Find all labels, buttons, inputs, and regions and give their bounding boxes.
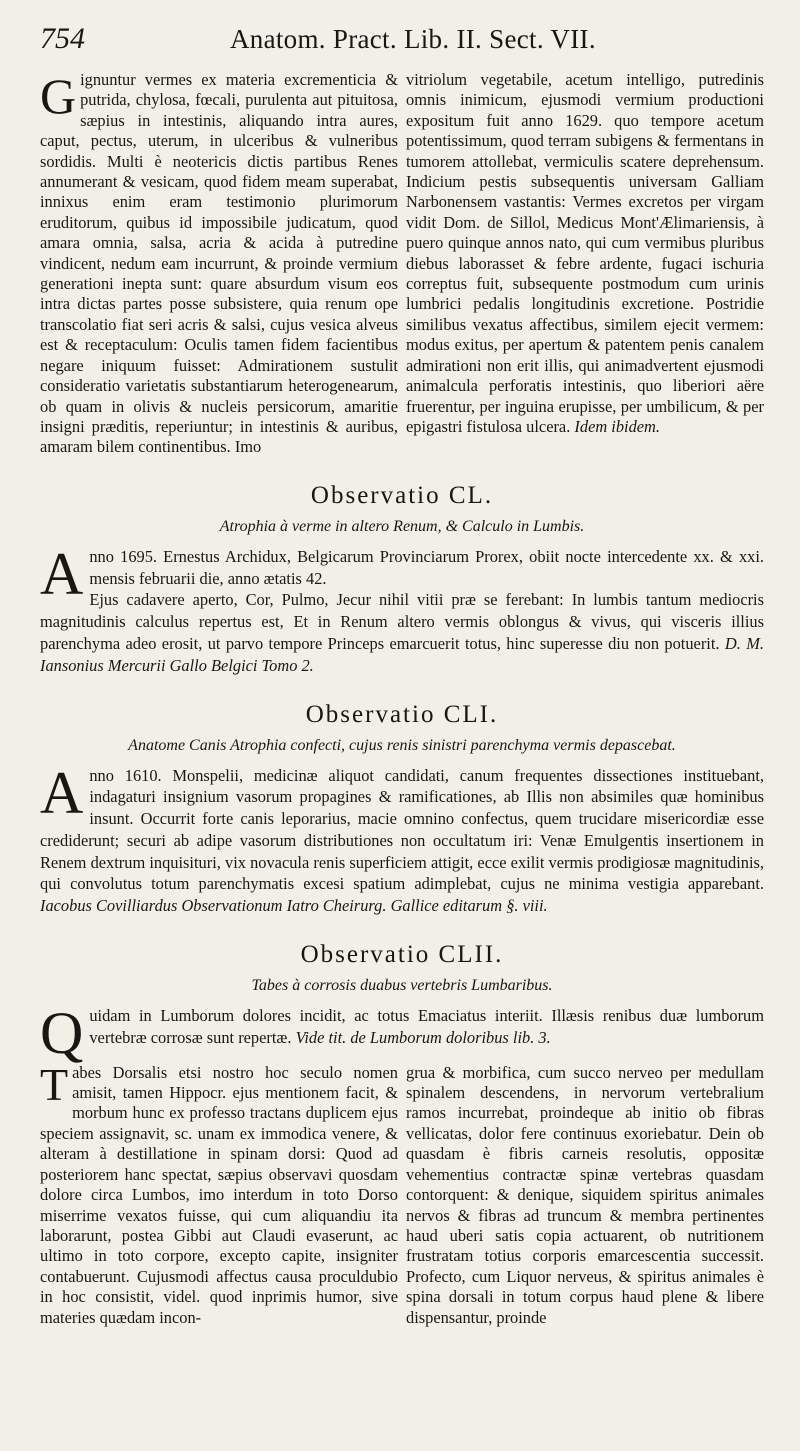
observatio-cl-paragraph-2 (40, 589, 764, 676)
dropcap-a: A (40, 759, 84, 826)
dropcap-g: G (40, 68, 77, 124)
running-title: Anatom. Pract. Lib. II. Sect. VII. (230, 24, 596, 54)
observatio-cl-number: CL. (448, 481, 494, 509)
observatio-clii-number: CLII. (438, 941, 504, 969)
observatio-cli-paragraph (40, 759, 764, 918)
observatio-clii-heading (40, 941, 764, 969)
observatio-clii-subtitle: Tabes à corrosis duabus vertebris Lumbaribus. (251, 977, 553, 995)
observatio-cl-text-1: nno 1695. Ernestus Archidux, Belgicarum Provinciarum Prorex, obiit nocte intercedente xx. & xxi. mensis februarii die, anno ætatis 42. (89, 546, 764, 588)
observatio-cl-paragraph-1 (40, 540, 764, 607)
bottom-two-column-section (40, 1058, 764, 1328)
observatio-clii-paragraph (40, 1000, 764, 1067)
top-right-text: vitriolum vegetabile, acetum intelligo, putredinis omnis inimicum, ejusmodi vermium productioni expositum fuit anno 1629. quo tempore acetum potentissimum, quod terram subigens & fermentans in tumorem attollebat, vermiculis scatere deprehensum. Indicium pestis subsequentis universam Galliam Narbonensem vastantis: Vermes excretos per virgam vidit Dom. de Sillol, Medicus Mont'Ælimariensis, à puero quinque annos nato, qui cum vermibus pluribus diebus laborasset & febre ardente, fugaci ischuria correptus fuit, subsequente postmodum cum urinis lumbrici pedalis longitudinis excretione. Postridie similibus vexatus affectibus, similem ejecit vermem: modus exitus, per apertum & patentem penis canalem admirationi non erit illis, qui animadvertent ejusmodi animalcula perforatis intestinis, quo liberiori aëre fruerentur, per inguina erupisse, per umbilicum, & per epigastri fistulosa ulcera. (406, 70, 764, 436)
top-right-citation: Idem ibidem. (574, 416, 660, 436)
dropcap-a: A (40, 540, 84, 607)
observatio-cli-subtitle: Anatome Canis Atrophia confecti, cujus renis sinistri parenchyma vermis depascebat. (128, 736, 676, 754)
bottom-right-column (406, 1063, 764, 1328)
bottom-left-paragraph (40, 1058, 398, 1328)
bottom-right-text: grua & morbifica, cum succo nerveo per medullam spinalem descendens, in nervorum vertebralium ramos incurrebat, proindeque ab initio ob fibras vellicatas, dolor fere continuus exoriebatur. Dein ob quasdam è fibris carneis resolutis, oppositæ vehementius contractæ spinæ vertebras quasdam contorquent: & denique, siquidem spiritus animales nervos & fibras ad truncum & membra pertinentes haud uberi satis copia actuarent, ob nutritionem frustratam totius corporis emarcescentia successit. Profecto, cum Liquor nerveus, & spiritus animales è spina dorsali in totum corpus haud plene & libere dispensantur, proinde (406, 1062, 764, 1327)
observatio-cl-citation: D. M. Iansonius Mercurii Gallo Belgici Tomo 2. (40, 633, 764, 675)
observatio-cli-heading (40, 701, 764, 729)
observatio-cli-citation: Iacobus Covilliardus Observationum Iatro Cheirurg. Gallice editarum §. viii. (40, 896, 548, 916)
dropcap-t: T (40, 1058, 69, 1110)
bottom-left-column (40, 1058, 398, 1328)
observatio-cli-word: Observatio (305, 700, 436, 728)
observatio-cl-subtitle: Atrophia à verme in altero Renum, & Calculo in Lumbis. (219, 517, 585, 535)
observatio-cli-text: nno 1610. Monspelii, medicinæ aliquot candidati, canum frequentes dissectiones instituebant, indagaturi insignium vasorum propagines & ramificationes, ab Illis non absimiles quæ hominibus insunt. Occurrit forte canis leporarius, macie omnino confectus, quem trucidare misericordiæ esse crediderunt; securi ab adipe vasorum distributiones non occultatum iri: Venæ Emulgentis insertionem in Renem dextrum inquisituri, vix novacula renis superficiem attigit, ecce exilit vermis prodigiosæ magnitudinis, qui convolutus totum parenchymatis excesi spatium adimplebat, cujus ne minima vestigia apparebant. (40, 765, 764, 894)
bottom-right-paragraph (406, 1063, 764, 1328)
top-left-paragraph (40, 70, 398, 458)
observatio-cl-word: Observatio (310, 481, 441, 509)
observatio-cl-text-2: Ejus cadavere aperto, Cor, Pulmo, Jecur nihil vitii præ se ferebant: In lumbis tantum mediocris magnitudinis calculus repertus est, Et in Renum altero vermis oblongus & vivus, qui visceris illius parenchyma adeo erosit, ut parvo tempore Princeps emarcuerit totus, hinc superesse diu non potuerit. (40, 590, 764, 653)
top-right-paragraph (406, 70, 764, 437)
observatio-clii-citation: Vide tit. de Lumborum doloribus lib. 3. (295, 1027, 551, 1047)
page-number: 754 (40, 22, 85, 55)
top-left-text: ignuntur vermes ex materia excrementicia & putrida, chylosa, fœcali, purulenta aut pituitosa, sæpius in intestinis, aliquando intra aures, caput, pectus, uterum, in ulceribus & vulneribus sordidis. Multi è neotericis dictis partibus Renes annumerant & vesicam, quod fidem meam superabat, innixus enim eram testimonio plurimorum eruditorum, quibus id impossibile judicatum, quod amara omnia, salsa, acria & acida à putredine vindicent, nedum eam incurrunt, & proinde vermium generationi inepta sunt: quare absurdum visum eos intra dictas partes posse subsistere, quia renum ope transcolatio fiat seri acris & salsi, cujus vesica alveus est & receptaculum: Oculis tamen fidem facientibus negare iniquum fuisset: Admirationem sustulit consideratio varietatis substantiarum heterogenearum, ob quam in olivis & nucleis persicorum, amaritie insigni præditis, reperiuntur; in intestinis & auribus, amaram bilem continentibus. Imo (40, 70, 398, 457)
left-column (40, 70, 398, 458)
bottom-left-text: abes Dorsalis etsi nostro hoc seculo nomen amisit, tamen Hippocr. ejus mentionem facit, & morbum hunc ex professo tractans duplicem ejus speciem assignavit, sc. unam ex immodica venere, & alteram à destillatione in spinam dorsi: Quod ad posteriorem hanc spectat, sæpius observavi quosdam dolore circa Lumbos, imo interdum in toto Dorso miserrime vexatos fuisse, qui cum aliquandiu ita laborarunt, postea Gibbi aut Claudi evaserunt, ac ultimo in toto corpore, excepto capite, insigniter contabuerunt. Cujusmodi affectus causa proculdubio in hoc consistit, videl. quod inprimis humor, sive materies quædam incon- (40, 1062, 398, 1327)
dropcap-q: Q (40, 1000, 84, 1067)
running-head (40, 22, 764, 70)
observatio-clii-text: uidam in Lumborum dolores incidit, ac totus Emaciatus interiit. Illæsis renibus duæ lumborum vertebræ corrosæ sunt repertæ. (89, 1006, 764, 1047)
top-two-column-section (40, 70, 764, 458)
right-column (406, 70, 764, 458)
observatio-clii-word: Observatio (300, 941, 431, 969)
observatio-cli-number: CLI. (443, 700, 499, 728)
observatio-cl-heading (40, 482, 764, 510)
